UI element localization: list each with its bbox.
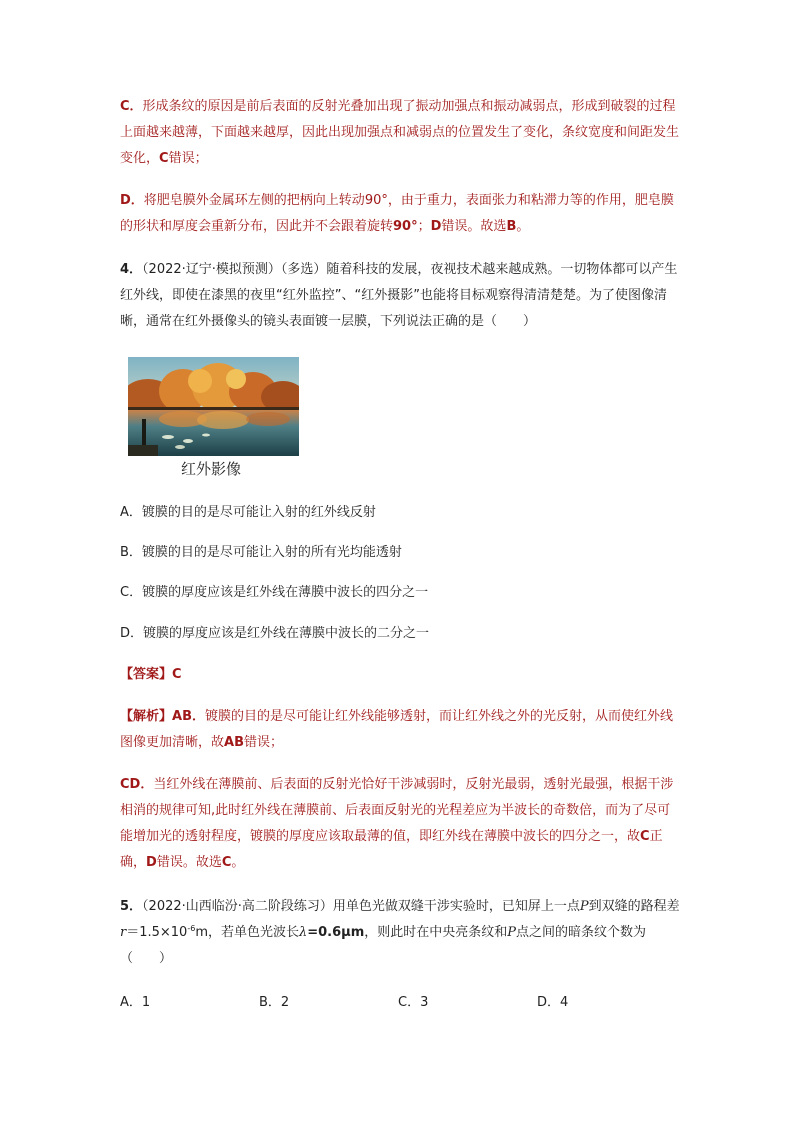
- option-c: C．镀膜的厚度应该是红外线在薄膜中波长的四分之一: [120, 585, 429, 600]
- question-text: 用单色光做双缝干涉实验时，已知屏上一点: [332, 899, 580, 914]
- question-source: （2022·辽宁·模拟预测）（多选）: [142, 262, 327, 277]
- variable-symbol: λ: [298, 925, 308, 940]
- question-number: 5．: [120, 899, 143, 914]
- question-text: 点之间的暗条纹个数为（ ）: [120, 925, 647, 966]
- explanation-text: ，由于重力，表面张力和粘滞力等的作用，肥皂膜的形状和厚度会重新分布，因此并不会跟着旋转: [120, 193, 674, 234]
- answer-letter: C: [221, 855, 232, 870]
- option-d-explanation: [120, 188, 680, 240]
- option-c-explanation: [120, 94, 680, 172]
- question-text: 随着科技的发展，夜视技术越来越成熟。一切物体都可以产生红外线，即使在漆黑的夜里“红外监控”、“红外摄影”也能将目标观察得清清楚楚。为了使图像清晰，通常在红外摄像头的镜头表面镀一层膜，下列说法正确的是（ ）: [120, 262, 678, 329]
- question-text: 到双缝的路程差: [588, 899, 680, 914]
- question-number: 4．: [120, 262, 143, 277]
- option-d: D．4: [537, 995, 569, 1010]
- question-5-stem: [120, 894, 680, 972]
- option-label: D．: [120, 193, 144, 208]
- option-letter: D: [146, 855, 157, 870]
- answer-value: C: [172, 667, 182, 682]
- analysis-text: 镀膜的目的是尽可能让红外线能够透射，而让红外线之外的光反射，从而使红外线图像更加清晰，故: [120, 709, 674, 750]
- verdict-text: 错误。故选: [156, 855, 222, 870]
- value-text: ＝1.5×10: [126, 925, 188, 940]
- question-text: ，则此时在中央亮条纹和: [364, 925, 508, 940]
- question-source: （2022·山西临汾·高二阶段练习）: [142, 899, 333, 914]
- variable-symbol: r: [120, 925, 127, 940]
- question-4-stem: [120, 257, 680, 335]
- answer-tag: 【答案】: [120, 667, 173, 682]
- option-label: C．: [120, 99, 143, 114]
- option-letter: C: [640, 829, 650, 844]
- exponent: -6: [187, 924, 196, 933]
- option-label: AB．: [172, 709, 205, 724]
- option-letter: C: [159, 151, 169, 166]
- option-b: B．镀膜的目的是尽可能让入射的所有光均能透射: [120, 545, 402, 560]
- angle-value: 90°: [393, 219, 418, 234]
- verdict-text: 错误；: [244, 735, 284, 750]
- autumn-lake-photo-icon: [128, 357, 299, 456]
- punctuation: 。: [231, 855, 245, 870]
- verdict-text: 错误；: [168, 151, 208, 166]
- analysis-ab: [120, 704, 680, 756]
- option-a: A．1: [120, 995, 151, 1010]
- analysis-text: 当红外线在薄膜前、后表面的反射光恰好干涉减弱时，反射光最弱，透射光最强，根据干涉相消的规律可知,此时红外线在薄膜前、后表面反射光的光程差应为半波长的奇数倍，而为了尽可能增加光的透射程度，镀膜的厚度应该取最薄的值，即红外线在薄膜中波长的四分之一，故: [120, 777, 674, 844]
- question-5-options: [120, 990, 680, 1016]
- point-symbol: P: [579, 899, 589, 914]
- figure-caption: 红外影像: [181, 460, 242, 478]
- value-text: =0.6μm: [307, 925, 365, 940]
- question-text: m，若单色光波长: [195, 925, 299, 940]
- punctuation: ；: [417, 219, 431, 234]
- option-d: D．镀膜的厚度应该是红外线在薄膜中波长的二分之一: [120, 626, 430, 641]
- answer-line: [120, 662, 680, 688]
- option-label: CD．: [120, 777, 154, 792]
- option-c: C．3: [398, 995, 429, 1010]
- option-a: A．镀膜的目的是尽可能让入射的红外线反射: [120, 505, 376, 520]
- point-symbol: P: [507, 925, 517, 940]
- verdict-text: 正确，: [120, 829, 663, 870]
- explanation-text: 形成条纹的原因是前后表面的反射光叠加出现了振动加强点和振动减弱点，形成到破裂的过程上面越来越薄，下面越来越厚，因此出现加强点和减弱点的位置发生了变化，条纹宽度和间距发生变化，: [120, 99, 680, 166]
- verdict-text: 错误。故选: [441, 219, 507, 234]
- answer-letter: B: [506, 219, 517, 234]
- punctuation: 。: [516, 219, 530, 234]
- angle-value: 90°: [364, 193, 388, 208]
- option-letter: D: [430, 219, 442, 234]
- analysis-tag: 【解析】: [120, 709, 173, 724]
- option-letter: AB: [224, 735, 244, 750]
- analysis-cd: [120, 772, 680, 876]
- option-b: B．2: [259, 995, 290, 1010]
- infrared-image-figure: [128, 357, 299, 456]
- explanation-text: 将肥皂膜外金属环左侧的把柄向上转动: [143, 193, 365, 208]
